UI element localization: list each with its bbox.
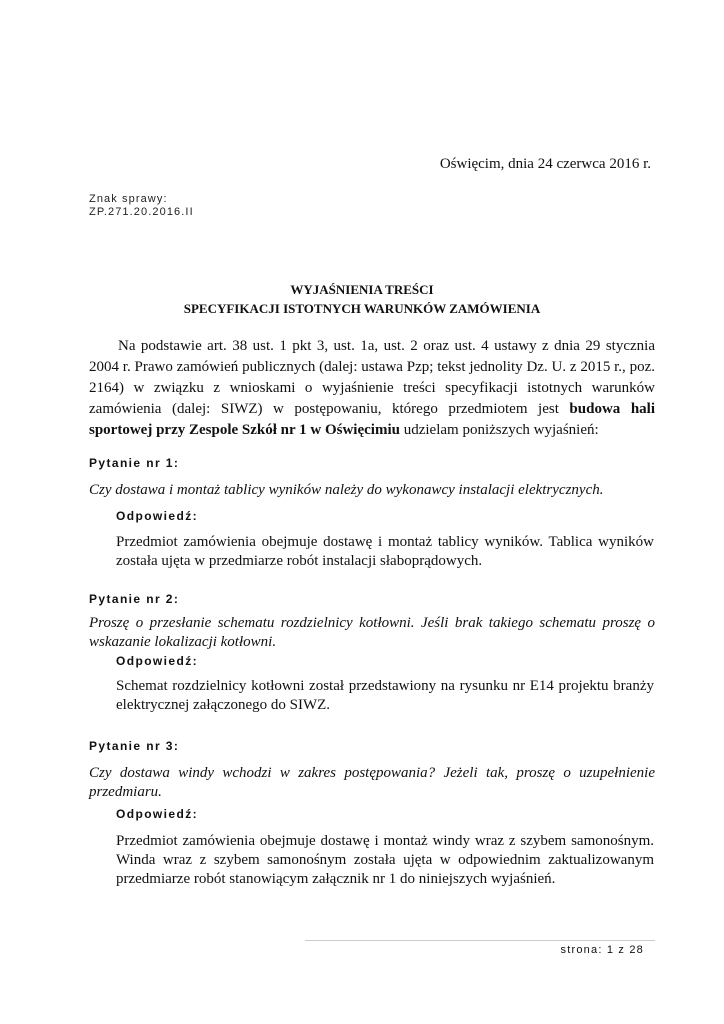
answer-1-label: Odpowiedź: [116, 509, 198, 523]
case-reference-label: Znak sprawy: [89, 193, 168, 205]
intro-text-after: udzielam poniższych wyjaśnień: [399, 422, 599, 438]
place-and-date: Oświęcim, dnia 24 czerwca 2016 r. [439, 156, 651, 172]
question-2-text: Proszę o przesłanie schematu rozdzielnicy kotłowni. Jeśli brak takiego schematu proszę o wskazanie lokalizacji kotłowni. [89, 615, 655, 650]
answer-3-text: Przedmiot zamówienia obejmuje dostawę i montaż windy wraz z szybem samonośnym. Winda wraz z szybem samonośnym została ujęta w odpowiednim zaktualizowanym przedmiarze robót stanowiącym załącznik nr 1 do niniejszych wyjaśnień. [116, 833, 654, 887]
question-3-label: Pytanie nr 3: [89, 739, 180, 753]
intro-text-before: Na podstawie art. 38 ust. 1 pkt 3, ust. 1a, ust. 2 oraz ust. 4 ustawy z dnia 29 stycznia 2004 r. Prawo zamówień publicznych (dalej: ustawa Pzp; tekst jednolity Dz. U. z 2015 r., poz. 2164) w związku z wnioskami o wyjaśnienie treści specyfikacji istotnych warunków zamówienia (dalej: SIWZ) w postępowaniu, którego przedmiotem jest [89, 338, 655, 417]
intro-paragraph [89, 336, 655, 441]
page-number: strona: 1 z 28 [560, 944, 644, 956]
answer-2-label: Odpowiedź: [116, 654, 198, 668]
question-1-text: Czy dostawa i montaż tablicy wyników należy do wykonawcy instalacji elektrycznych. [89, 482, 604, 498]
question-3-text: Czy dostawa windy wchodzi w zakres postępowania? Jeżeli tak, proszę o uzupełnienie przedmiaru. [89, 765, 655, 800]
document-title-line-2: SPECYFIKACJI ISTOTNYCH WARUNKÓW ZAMÓWIENIA [183, 301, 541, 316]
footer-divider [305, 940, 655, 941]
question-1-label: Pytanie nr 1: [89, 456, 180, 470]
document-title [0, 280, 724, 318]
case-reference [89, 193, 194, 219]
answer-2-text: Schemat rozdzielnicy kotłowni został przedstawiony na rysunku nr E14 projektu branży elektrycznej załączonego do SIWZ. [116, 678, 654, 713]
intro-subject-bold: budowa hali sportowej przy Zespole Szkół nr 1 w Oświęcimiu [89, 401, 655, 438]
question-2-label: Pytanie nr 2: [89, 592, 180, 606]
answer-3-label: Odpowiedź: [116, 807, 198, 821]
case-reference-number: ZP.271.20.2016.II [89, 206, 194, 218]
answer-1-text: Przedmiot zamówienia obejmuje dostawę i montaż tablicy wyników. Tablica wyników została ujęta w przedmiarze robót instalacji słaboprądowych. [116, 534, 654, 569]
document-title-line-1: WYJAŚNIENIA TREŚCI [290, 282, 434, 297]
